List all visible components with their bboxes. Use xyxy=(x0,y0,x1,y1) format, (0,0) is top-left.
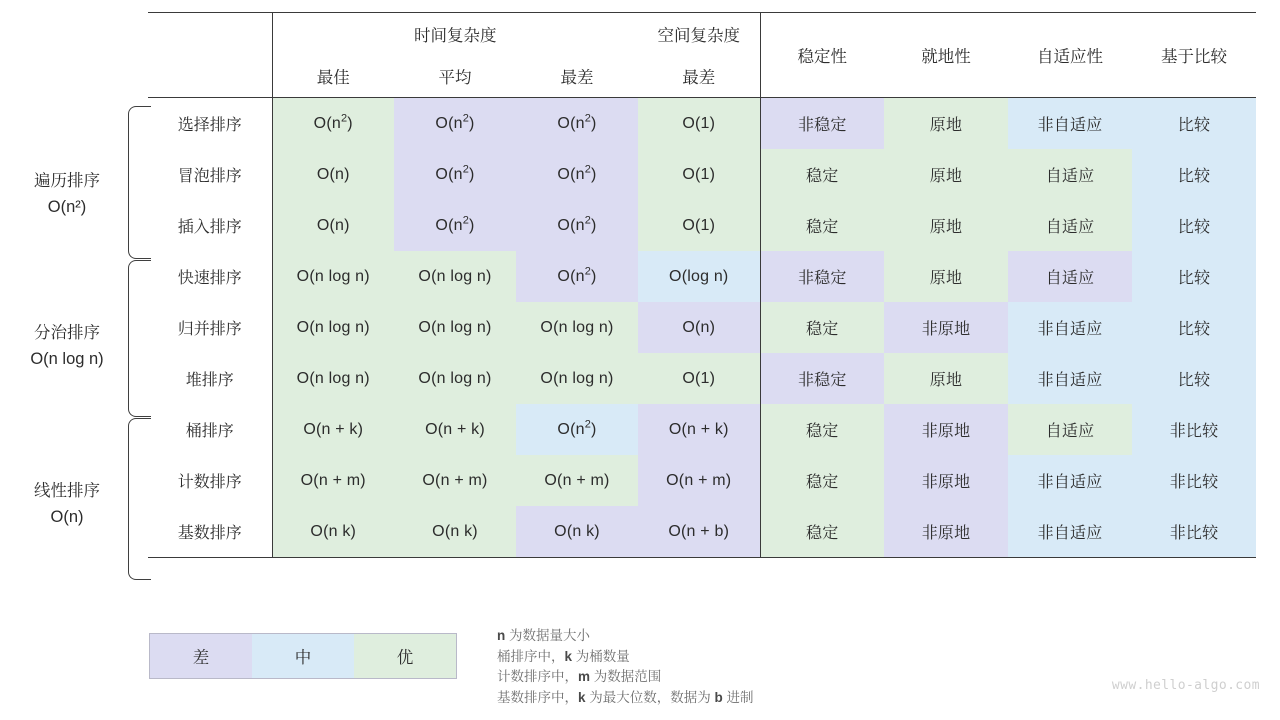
group-title: 线性排序 xyxy=(34,482,100,500)
table-cell: O(n log n) xyxy=(272,302,394,353)
table-cell: 非稳定 xyxy=(760,98,884,150)
table-row xyxy=(148,251,1256,302)
row-algorithm-name: 选择排序 xyxy=(177,117,242,134)
table-cell: O(n log n) xyxy=(272,251,394,302)
table-cell: 稳定 xyxy=(760,506,884,558)
table-cell: 自适应 xyxy=(1008,149,1132,200)
table-cell: $O(n^2)$ xyxy=(394,200,516,251)
table-cell: 非自适应 xyxy=(1008,455,1132,506)
table-row xyxy=(148,455,1256,506)
table-cell: 稳定 xyxy=(760,302,884,353)
table-cell: 稳定 xyxy=(760,404,884,455)
row-algorithm-name: 归并排序 xyxy=(177,321,242,338)
table-cell: $O(n^2)$ xyxy=(516,149,638,200)
note-line: 桶排序中，k 为桶数量 xyxy=(497,648,630,664)
row-algorithm-name: 计数排序 xyxy=(177,474,242,491)
table-cell: O(n + m) xyxy=(638,455,760,506)
table-cell: 非自适应 xyxy=(1008,302,1132,353)
table-cell: O(n + b) xyxy=(638,506,760,558)
notes-block xyxy=(497,626,754,708)
table-cell: 比较 xyxy=(1132,302,1256,353)
header-sub-blank xyxy=(148,55,272,98)
table-cell: 比较 xyxy=(1132,200,1256,251)
group-label-linear xyxy=(8,478,126,530)
note-line: 基数排序中，k 为最大位数，数据为 b 进制 xyxy=(497,689,754,705)
table-cell: O(n + m) xyxy=(516,455,638,506)
table-cell: 比较 xyxy=(1132,251,1256,302)
group-complexity: O(n log n) xyxy=(30,350,104,368)
table-cell: 原地 xyxy=(884,149,1008,200)
header-inplace: 就地性 xyxy=(884,13,1008,98)
group-complexity: O(n²) xyxy=(47,198,87,216)
table-row xyxy=(148,149,1256,200)
header-comparison: 基于比较 xyxy=(1132,13,1256,98)
note-line: n 为数据量大小 xyxy=(497,628,591,643)
group-title: 分治排序 xyxy=(34,324,100,342)
table-cell: $O(n^2)$ xyxy=(516,98,638,150)
header-best: 最佳 xyxy=(272,55,394,98)
table-cell: O(n log n) xyxy=(516,302,638,353)
group-label-traversal xyxy=(8,168,126,220)
table-cell: O(1) xyxy=(638,353,760,404)
table-cell: 原地 xyxy=(884,353,1008,404)
legend-item: 优 xyxy=(354,634,456,678)
table-cell: O(1) xyxy=(638,98,760,150)
table-cell: O(n) xyxy=(272,200,394,251)
table-cell: $O(n^2)$ xyxy=(516,404,638,455)
header-stability: 稳定性 xyxy=(760,13,884,98)
table-cell: O(n + k) xyxy=(272,404,394,455)
table-cell: 非原地 xyxy=(884,506,1008,558)
note-line: 计数排序中，m 为数据范围 xyxy=(497,669,662,684)
table-cell: O(1) xyxy=(638,200,760,251)
table-cell: O(n k) xyxy=(394,506,516,558)
table-row xyxy=(148,200,1256,251)
table-cell: 原地 xyxy=(884,200,1008,251)
watermark: www.hello-algo.com xyxy=(1111,678,1260,693)
table-cell: O(n log n) xyxy=(516,353,638,404)
table-cell: O(n + m) xyxy=(394,455,516,506)
legend-item: 中 xyxy=(252,634,354,678)
row-algorithm-name: 基数排序 xyxy=(148,506,272,558)
header-space-worst: 最差 xyxy=(638,55,760,98)
table-cell: O(n log n) xyxy=(394,251,516,302)
row-algorithm-name: 堆排序 xyxy=(185,372,234,389)
header-space-complexity: 空间复杂度 xyxy=(638,13,760,56)
row-algorithm-name: 插入排序 xyxy=(177,219,242,236)
table-cell: 非自适应 xyxy=(1008,98,1132,150)
header-time-complexity: 时间复杂度 xyxy=(272,13,638,56)
table-cell: 比较 xyxy=(1132,149,1256,200)
table-cell: O(n k) xyxy=(516,506,638,558)
table-cell: $O(n^2)$ xyxy=(516,200,638,251)
group-complexity: O(n) xyxy=(50,508,84,526)
table-cell: 非比较 xyxy=(1132,506,1256,558)
table-cell: O(n k) xyxy=(272,506,394,558)
table-body xyxy=(148,13,1256,558)
table-cell: 非比较 xyxy=(1132,404,1256,455)
table-cell: 非原地 xyxy=(884,455,1008,506)
header-corner-blank xyxy=(148,13,272,56)
table-row xyxy=(148,506,1256,558)
table-cell: O(n + m) xyxy=(272,455,394,506)
row-algorithm-name: 冒泡排序 xyxy=(177,168,242,185)
table-cell: 非原地 xyxy=(884,404,1008,455)
table-cell: $O(n^2)$ xyxy=(394,98,516,150)
table-cell: 自适应 xyxy=(1008,251,1132,302)
table-cell: O(n) xyxy=(638,302,760,353)
table-cell: 比较 xyxy=(1132,98,1256,150)
table-cell: 原地 xyxy=(884,98,1008,150)
table-row xyxy=(148,404,1256,455)
header-worst: 最差 xyxy=(516,55,638,98)
legend xyxy=(149,633,457,679)
table-cell: 稳定 xyxy=(760,455,884,506)
group-title: 遍历排序 xyxy=(34,172,100,190)
table-cell: O(n log n) xyxy=(394,353,516,404)
table-cell: 自适应 xyxy=(1008,404,1132,455)
table-cell: $O(n^2)$ xyxy=(516,251,638,302)
table-cell: 非自适应 xyxy=(1008,506,1132,558)
legend-item: 差 xyxy=(150,634,252,678)
table-cell: 非自适应 xyxy=(1008,353,1132,404)
table-cell: 稳定 xyxy=(760,200,884,251)
table-row xyxy=(148,353,1256,404)
table-row xyxy=(148,302,1256,353)
table-cell: O(n) xyxy=(272,149,394,200)
row-algorithm-name: 桶排序 xyxy=(185,423,234,440)
table-row xyxy=(148,98,1256,150)
row-algorithm-name: 快速排序 xyxy=(177,270,242,287)
table-cell: 原地 xyxy=(884,251,1008,302)
group-label-divide-conquer xyxy=(8,320,126,372)
header-adaptive: 自适应性 xyxy=(1008,13,1132,98)
table-cell: O(log n) xyxy=(638,251,760,302)
table-cell: 非比较 xyxy=(1132,455,1256,506)
table-cell: $O(n^2)$ xyxy=(394,149,516,200)
table-cell: 非原地 xyxy=(884,302,1008,353)
table-cell: 非稳定 xyxy=(760,251,884,302)
table-cell: O(n log n) xyxy=(394,302,516,353)
table-cell: O(n + k) xyxy=(638,404,760,455)
table-header-row-groups xyxy=(148,13,1256,56)
table-cell: 比较 xyxy=(1132,353,1256,404)
table-cell: $O(n^2)$ xyxy=(272,98,394,150)
table-cell: O(n log n) xyxy=(272,353,394,404)
table-cell: 非稳定 xyxy=(760,353,884,404)
table-cell: 自适应 xyxy=(1008,200,1132,251)
comparison-table xyxy=(148,12,1256,558)
table-cell: 稳定 xyxy=(760,149,884,200)
table-cell: O(n + k) xyxy=(394,404,516,455)
header-average: 平均 xyxy=(394,55,516,98)
table-cell: O(1) xyxy=(638,149,760,200)
